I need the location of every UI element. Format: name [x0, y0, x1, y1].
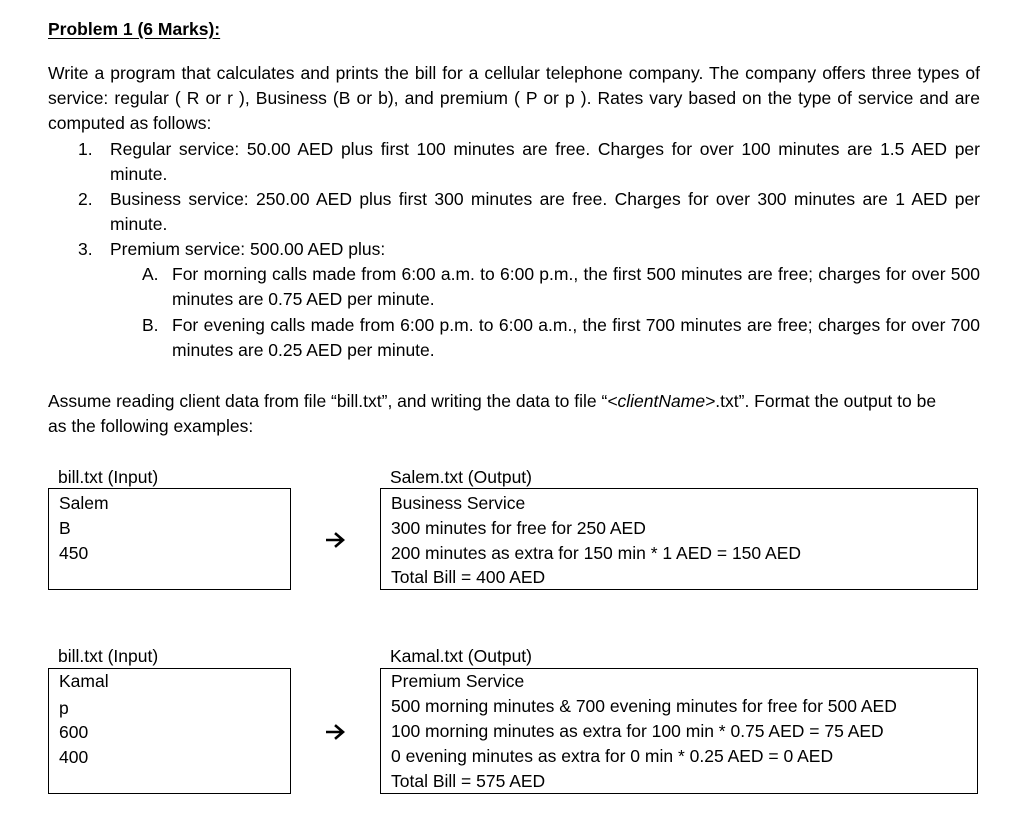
- input-line: B: [59, 518, 71, 538]
- output-line: 200 minutes as extra for 150 min * 1 AED = 150 AED: [391, 543, 802, 563]
- sublist-item-letter: B.: [142, 315, 159, 335]
- input-line: 600: [59, 722, 89, 742]
- assume-paragraph: [48, 389, 948, 439]
- sublist-item: [142, 262, 980, 312]
- output-line: 0 evening minutes as extra for 0 min * 0.25 AED = 0 AED: [391, 746, 834, 766]
- output-line: Business Service: [391, 493, 526, 513]
- sublist-item-text: For evening calls made from 6:00 p.m. to 6:00 a.m., the first 700 minutes are free; charges for over 700 minutes are 0.25 AED per minute.: [172, 315, 980, 360]
- input-line: Salem: [59, 493, 109, 513]
- example2-output-label: Kamal.txt (Output): [390, 646, 532, 666]
- list-item-text: Regular service: 50.00 AED plus first 100 minutes are free. Charges for over 100 minutes are 1.5 AED per minute.: [110, 139, 980, 184]
- list-item-text: Premium service: 500.00 AED plus:: [110, 239, 386, 259]
- example1-input-box: [48, 488, 291, 590]
- example1-output-label: Salem.txt (Output): [390, 467, 532, 487]
- list-item-number: 2.: [78, 189, 93, 209]
- output-line: 100 morning minutes as extra for 100 min * 0.75 AED = 75 AED: [391, 721, 884, 741]
- intro-paragraph: Write a program that calculates and prints the bill for a cellular telephone company. The company offers three types of service: regular ( R or r ), Business (B or b), and premium ( P or p ). Rates vary based on the type of service and are computed as follows:: [48, 63, 980, 133]
- right-arrow-icon: [326, 532, 346, 548]
- input-line: Kamal: [59, 671, 109, 691]
- output-line: 300 minutes for free for 250 AED: [391, 518, 646, 538]
- example1-output-box: [380, 488, 978, 590]
- input-line: 450: [59, 543, 89, 563]
- output-line: 500 morning minutes & 700 evening minutes for free for 500 AED: [391, 696, 897, 716]
- list-item: [78, 137, 980, 187]
- input-line: 400: [59, 747, 89, 767]
- sublist-item-text: For morning calls made from 6:00 a.m. to 6:00 p.m., the first 500 minutes are free; charges for over 500 minutes are 0.75 AED per minute.: [172, 264, 980, 309]
- assume-text-post: .txt”. Format the output to be as the following examples:: [48, 391, 937, 436]
- example2-input-label: bill.txt (Input): [58, 646, 159, 666]
- list-item-number: 1.: [78, 139, 93, 159]
- right-arrow-icon: [326, 724, 346, 740]
- assume-text-italic: <clientName>: [607, 391, 716, 411]
- list-item-text: Business service: 250.00 AED plus first 300 minutes are free. Charges for over 300 minutes are 1 AED per minute.: [110, 189, 980, 234]
- output-line: Premium Service: [391, 671, 525, 691]
- example1-input-label: bill.txt (Input): [58, 467, 159, 487]
- example2-output-box: [380, 668, 978, 794]
- output-line: Total Bill = 400 AED: [391, 567, 546, 587]
- output-line: Total Bill = 575 AED: [391, 771, 546, 791]
- list-item: [78, 187, 980, 237]
- sublist-item: [142, 313, 980, 363]
- input-line: p: [59, 698, 69, 718]
- assume-text-pre: Assume reading client data from file “bill.txt”, and writing the data to file “: [48, 391, 608, 411]
- example2-input-box: [48, 668, 291, 794]
- list-item-number: 3.: [78, 239, 93, 259]
- sublist-item-letter: A.: [142, 264, 159, 284]
- problem-heading: Problem 1 (6 Marks):: [48, 19, 221, 39]
- list-item: [78, 237, 980, 262]
